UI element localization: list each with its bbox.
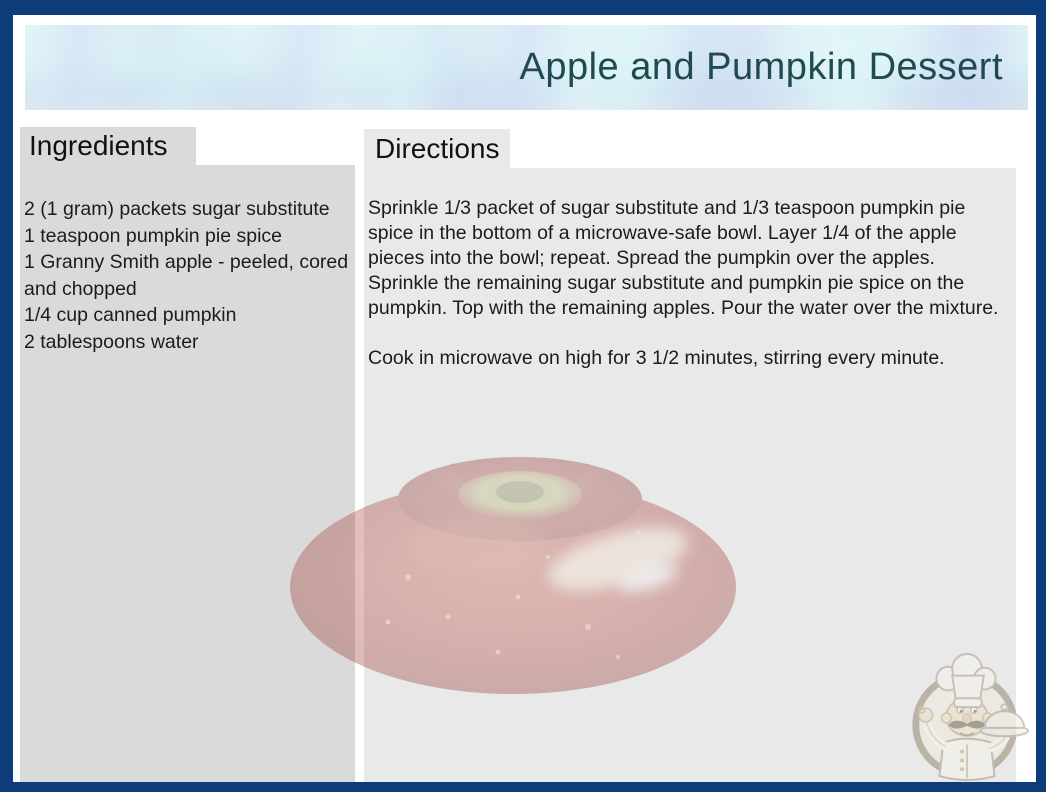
page-title: Apple and Pumpkin Dessert bbox=[519, 46, 1003, 88]
directions-heading: Directions bbox=[364, 129, 510, 168]
ingredient-item: 1/4 cup canned pumpkin bbox=[24, 304, 237, 327]
directions-paragraph: Sprinkle 1/3 packet of sugar substitute and 1/3 teaspoon pumpkin pie spice in the bottom of a microwave-safe bowl. Layer 1/4 of the apple pieces into the bowl; repeat. Spread the pumpkin over the apples. Sprinkle the remaining sugar substitute and pumpkin pie spice on the pumpkin. Top with the remaining apples. Pour the water over the mixture. bbox=[368, 197, 999, 319]
ingredient-item: 2 (1 gram) packets sugar substitute bbox=[24, 198, 330, 220]
recipe-header-band bbox=[25, 25, 1028, 110]
ingredient-item: 1 Granny Smith apple - peeled, cored and chopped bbox=[24, 251, 349, 300]
page-canvas bbox=[13, 15, 1036, 782]
ingredients-heading: Ingredients bbox=[20, 127, 196, 165]
ingredients-panel bbox=[20, 165, 355, 782]
ingredient-item: 1 teaspoon pumpkin pie spice bbox=[24, 224, 283, 247]
directions-panel bbox=[364, 168, 1016, 782]
directions-paragraph: Cook in microwave on high for 3 1/2 minutes, stirring every minute. bbox=[368, 347, 945, 369]
ingredient-item: 2 tablespoons water bbox=[24, 330, 199, 353]
